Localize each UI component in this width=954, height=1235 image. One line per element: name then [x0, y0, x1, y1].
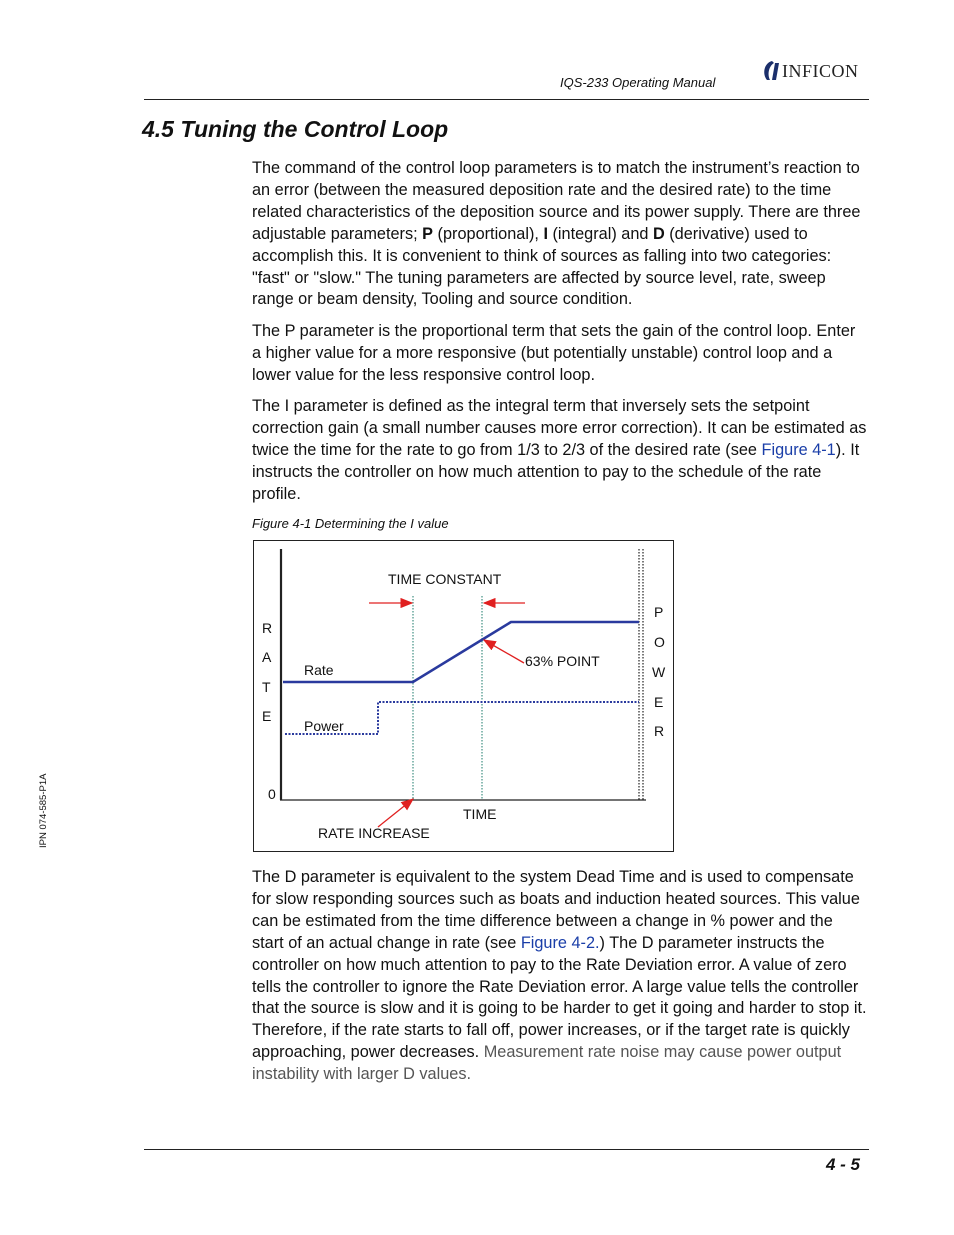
time-label: TIME: [463, 806, 497, 822]
figure-graph: [254, 541, 675, 853]
text: (proportional),: [433, 224, 544, 243]
text: ). It instructs the controller on how much attention to pay to the schedule of the rate profile.: [252, 440, 860, 503]
y-left-letter: E: [262, 708, 272, 724]
text: (integral) and: [547, 224, 653, 243]
y-left-letter: T: [262, 679, 271, 695]
logo-text: INFICON: [782, 61, 859, 81]
rate-curve: [283, 622, 639, 682]
footer-rule: [144, 1149, 869, 1150]
y-right-letter: R: [654, 723, 665, 739]
term-d: D: [652, 224, 665, 243]
y-right-letter: W: [652, 664, 666, 680]
term-p: P: [422, 224, 434, 243]
rate-increase-label: RATE INCREASE: [318, 825, 430, 841]
y-left-letter: R: [262, 620, 273, 636]
point-label: 63% POINT: [525, 653, 600, 669]
manual-title: IQS-233 Operating Manual: [560, 75, 716, 90]
paragraph-d-parameter: [252, 867, 868, 1086]
y-right-letter: P: [654, 604, 664, 620]
text: ) The D parameter instructs the controller on how much attention to pay to the Rate Deviation error. A value of zero tells the controller to ignore the Rate Deviation error. A large value tells the controller that the source is slow and it is going to be harder to get it going and harder to stop it. Therefore, if the rate starts to fall off, power increases, or if the target rate is quickly approaching, power decreases.: [252, 933, 867, 1062]
y-left-letter: A: [262, 649, 272, 665]
term-i: I: [543, 224, 548, 243]
text: The command of the control loop parameters is to match the instrument’s reaction to an error (between the measured deposition rate and the desired rate) to the time related characteristics of the deposition source and its power supply. There are three adjustable parameters;: [252, 159, 861, 243]
figure-4-1: [253, 540, 674, 852]
paragraph-i-parameter: [252, 396, 868, 506]
paragraph-intro: [252, 158, 868, 311]
time-constant-label: TIME CONSTANT: [388, 571, 502, 587]
y-right-letter: O: [654, 634, 665, 650]
page-number: 4 - 5: [826, 1155, 861, 1174]
figure-caption: Figure 4-1 Determining the I value: [252, 516, 449, 531]
text: The D parameter is equivalent to the system Dead Time and is used to compensate for slow responding sources such as boats and induction heated sources. This value can be estimated from the time difference between a change in % power and the start of an actual change in rate (see: [252, 868, 860, 952]
section-title: 4.5 Tuning the Control Loop: [142, 116, 449, 142]
header-rule: [144, 99, 869, 100]
power-label: Power: [304, 718, 344, 734]
text: (derivative) used to accomplish this. It is convenient to think of sources as falling into two categories: "fast" or "slow." The tuning parameters are affected by source level, rate, sweep range or beam density, Tooling and source condition.: [252, 224, 832, 309]
figure-4-1-link[interactable]: Figure 4-1: [761, 440, 836, 459]
text: Measurement rate noise may cause power output instability with larger D values.: [252, 1043, 842, 1084]
rate-label: Rate: [304, 662, 334, 678]
y-right-letter: E: [654, 694, 664, 710]
figure-4-2-link[interactable]: Figure 4-2.: [520, 933, 600, 952]
point-arrow: [484, 640, 524, 663]
paragraph-p-parameter: The P parameter is the proportional term that sets the gain of the control loop. Enter a higher value for a more responsive (but potentially unstable) control loop and a lower value for the less responsive control loop.: [252, 322, 856, 384]
text: The I parameter is defined as the integral term that inversely sets the setpoint correction gain (a small number causes more error correction). It can be estimated as twice the time for the rate to go from 1/3 to 2/3 of the desired rate (see: [252, 397, 867, 459]
document-code: IPN 074-585-P1A: [38, 773, 49, 848]
rate-increase-arrow: [378, 799, 413, 827]
zero-label: 0: [268, 786, 276, 802]
